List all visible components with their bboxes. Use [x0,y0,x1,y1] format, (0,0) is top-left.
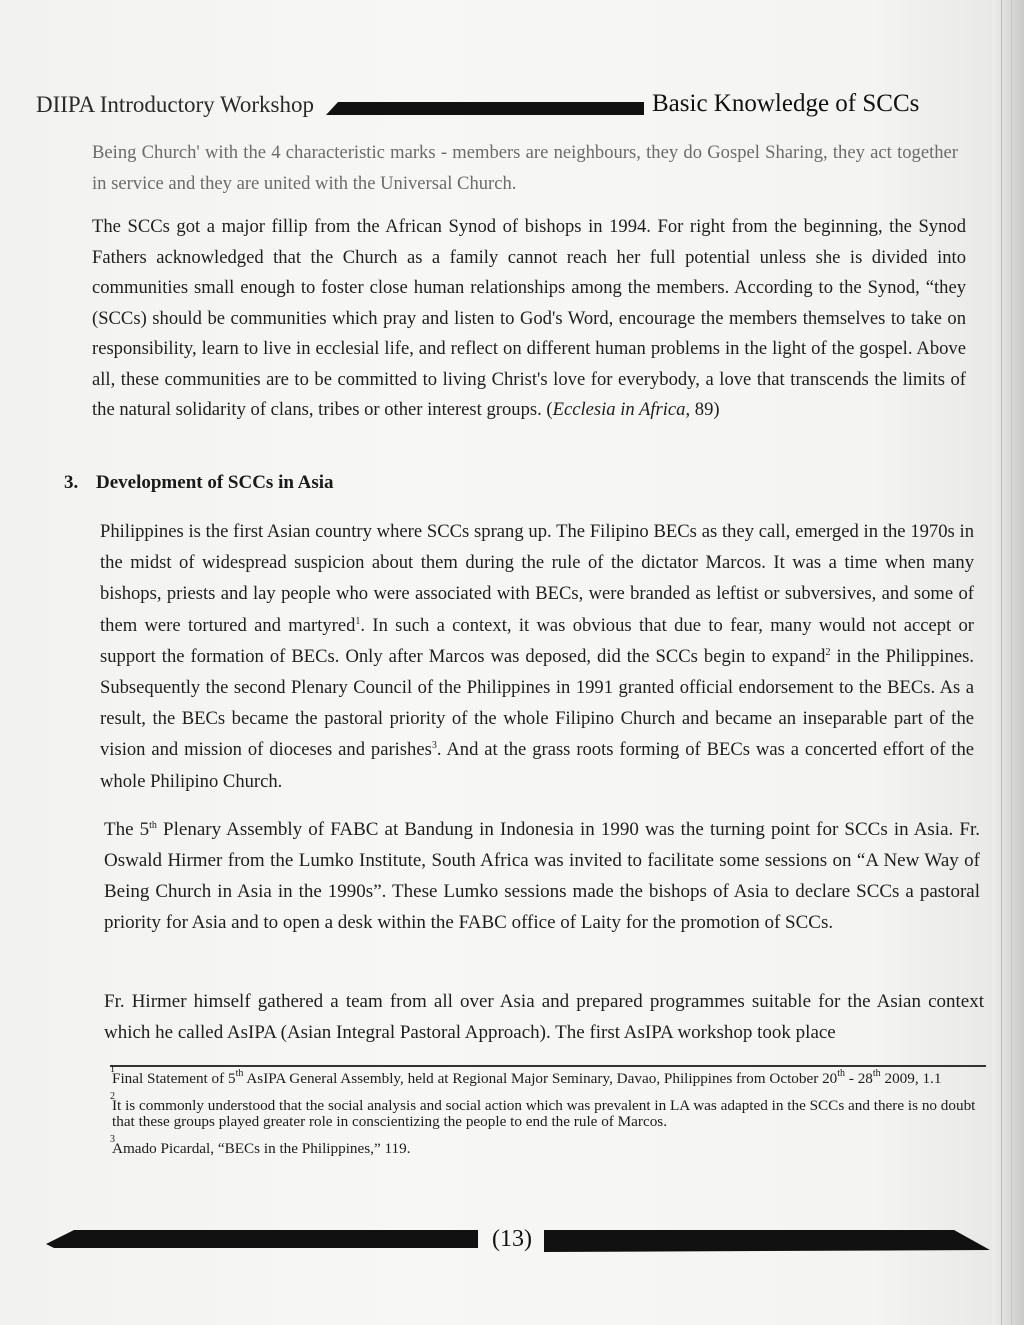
section-title: Development of SCCs in Asia [96,472,334,493]
citation-tail: , 89) [685,399,720,420]
paragraph-text: The SCCs got a major fillip from the African Synod of bishops in 1994. For right from the beginning, the Synod Fathers acknowledged that the Church as a family cannot reach her full potential unless she is divided into communities small enough to foster close human relationships among the members. According to the Synod, “they (SCCs) should be communities which pray and listen to God's Word, encourage the members themselves to take on responsibility, learn to live in ecclesial life, and reflect on different human problems in the light of the gospel. Above all, these communities are to be committed to living Christ's love for everybody, a love that transcends the limits of the natural solidarity of clans, tribes or other interest groups. ( [92,216,966,420]
footnotes [110,1064,986,1165]
footnote-text: It is commonly understood that the social analysis and social action which was prevalent in LA was adapted in the SCCs and there is no doubt that these groups played greater role in conscientizing the people to end the rule of Marcos. [112,1096,976,1130]
footnote-mark: 3 [110,1133,115,1145]
ordinal-suffix: th [872,1068,881,1079]
header-divider-bar [326,100,644,116]
paragraph-text: Plenary Assembly of FABC at Bandung in Indonesia in 1990 was the turning point for SCCs in Asia. Fr. Oswald Hirmer from the Lumko Institute, South Africa was invited to facilitate some sessions on “A New Way of Being Church in Asia in the 1990s”. These Lumko sessions made the bishops of Asia to declare SCCs a pastoral priority for Asia and to open a desk within the FABC office of Laity for the promotion of SCCs. [104,819,980,933]
paragraph-text: Philippines is the first Asian country where SCCs sprang up. The Filipino BECs as they call, emerged in the 1970s in the midst of widespread suspicion about them during the rule of the dictator Marcos. It was a time when many bishops, priests and lay people who were associated with BECs, were branded as leftist or subversives, and some of them were tortured and martyred [100,521,974,636]
footnote-mark: 1 [110,1064,115,1075]
footnote-3 [110,1133,986,1158]
paragraph-philippines [100,516,974,797]
ordinal-suffix: th [149,820,157,831]
running-header-right: Basic Knowledge of SCCs [652,90,920,117]
page-edge-line [1001,0,1002,1325]
footnote-ref-3[interactable]: 3 [431,740,437,752]
footnote-text: 2009, 1.1 [880,1070,942,1087]
page-edge-shadow [992,0,1024,1325]
footnote-text: Final Statement of 5 [112,1070,236,1087]
footnote-separator [110,1065,986,1067]
page-edge-line [1011,0,1012,1325]
running-header-left: DIIPA Introductory Workshop [36,92,314,117]
footnote-text: AsIPA General Assembly, held at Regional Major Seminary, Davao, Philippines from October 20 [243,1070,838,1087]
paragraph-text: . And at the grass roots forming of BECs was a concerted effort of the whole Philipino Church. [100,739,974,792]
page-number: (13) [492,1226,532,1252]
footnote-text: Amado Picardal, “BECs in the Philippines,” 119. [112,1139,411,1157]
paragraph-african-synod [92,212,966,426]
citation-title: Ecclesia in Africa [552,399,686,420]
section-number: 3. [64,472,79,493]
paragraph-intro-continued: Being Church' with the 4 characteristic marks - members are neighbours, they do Gospel Sharing, they act together in service and they are united with the Universal Church. [92,142,958,194]
footnote-text: - 28 [845,1070,873,1087]
ordinal-suffix: th [235,1068,244,1079]
paragraph-text: in the Philippines. Subsequently the second Plenary Council of the Philippines in 1991 granted official endorsement to the BECs. As a result, the BECs became the pastoral priority of the whole Filipino Church and became an inseparable part of the vision and mission of dioceses and parishes [100,645,974,761]
footnote-1 [110,1064,986,1088]
ordinal-suffix: th [837,1068,846,1079]
footnote-mark: 2 [110,1090,115,1102]
footnote-ref-1[interactable]: 1 [355,615,361,627]
paragraph-text: . In such a context, it was obvious that due to fear, many would not accept or support the formation of BECs. Only after Marcos was deposed, did the SCCs begin to expand [100,614,975,667]
section-heading [64,472,334,494]
paragraph-fabc [104,814,980,938]
paragraph-hirmer: Fr. Hirmer himself gathered a team from all over Asia and prepared programmes suitable for the Asian context which he called AsIPA (Asian Integral Pastoral Approach). The first AsIPA workshop took place [104,991,984,1043]
footnote-2 [110,1090,986,1131]
paragraph-text: The 5 [104,819,150,840]
footnote-ref-2[interactable]: 2 [825,646,831,658]
